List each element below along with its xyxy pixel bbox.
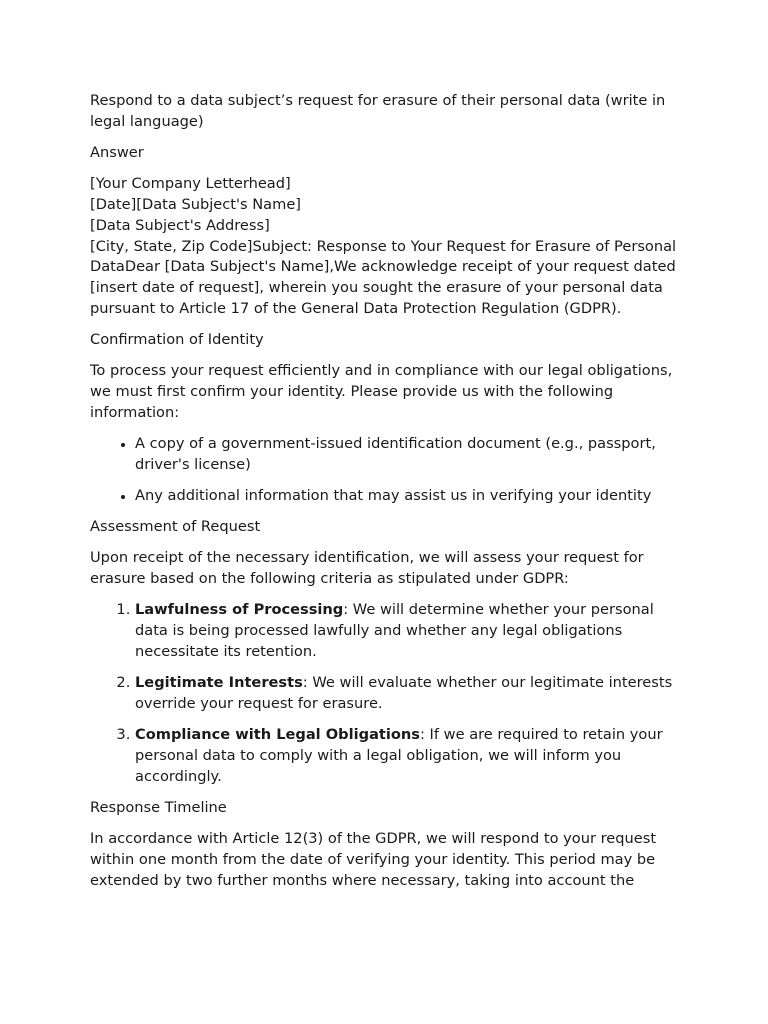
prompt-text: Respond to a data subject’s request for erasure of their personal data (write in legal language) [90, 92, 666, 130]
assessment-list [90, 600, 680, 787]
timeline-intro: In accordance with Article 12(3) of the GDPR, we will respond to your request within one month from the date of verifying your identity. This period may be extended by two further months where necessary, taking into account the [90, 830, 657, 889]
answer-label: Answer [90, 143, 144, 161]
section-heading-identity: Confirmation of Identity [90, 331, 264, 349]
list-item [135, 673, 680, 715]
section-heading-timeline: Response Timeline [90, 799, 227, 816]
list-item: • Any additional information that may assist us in verifying your identity [135, 486, 680, 507]
criterion-text: : We will determine whether your personal data is being processed lawfully and whether any legal obligations necessitate its retention. [135, 601, 654, 661]
document-page [90, 91, 680, 902]
date-name-line: [Date][Data Subject's Name] [90, 195, 302, 213]
criterion-text: : If we are required to retain your personal data to comply with a legal obligation, we will inform you accordingly. [135, 726, 663, 785]
criterion-title: Compliance with Legal Obligations [135, 726, 420, 744]
address-line: [Data Subject's Address] [90, 216, 270, 234]
section-heading-assessment: Assessment of Request [90, 518, 261, 536]
assessment-intro: Upon receipt of the necessary identification, we will assess your request for erasure based on the following criteria as stipulated under GDPR: [90, 549, 644, 588]
list-item [135, 725, 680, 787]
letter-header [90, 174, 680, 320]
criterion-text: : We will evaluate whether our legitimate interests override your request for erasure. [135, 674, 673, 713]
list-item: • A copy of a government-issued identification document (e.g., passport, driver's license) [135, 434, 680, 476]
criterion-title: Lawfulness of Processing [135, 601, 344, 619]
identity-intro: To process your request efficiently and in compliance with our legal obligations, we must first confirm your identity. Please provide us with the following information: [90, 362, 673, 421]
subject-paragraph: [City, State, Zip Code]Subject: Response to Your Request for Erasure of Personal DataDear [Data Subject's Name],We acknowledge receipt of your request dated [insert date of request], wherein you sought the erasure of your personal data pursuant to Article 17 of the General Data Protection Regulation (GDPR). [90, 237, 677, 317]
list-item [135, 600, 680, 662]
identity-list [90, 434, 680, 507]
criterion-title: Legitimate Interests [135, 674, 303, 692]
letterhead-line: [Your Company Letterhead] [90, 175, 291, 193]
